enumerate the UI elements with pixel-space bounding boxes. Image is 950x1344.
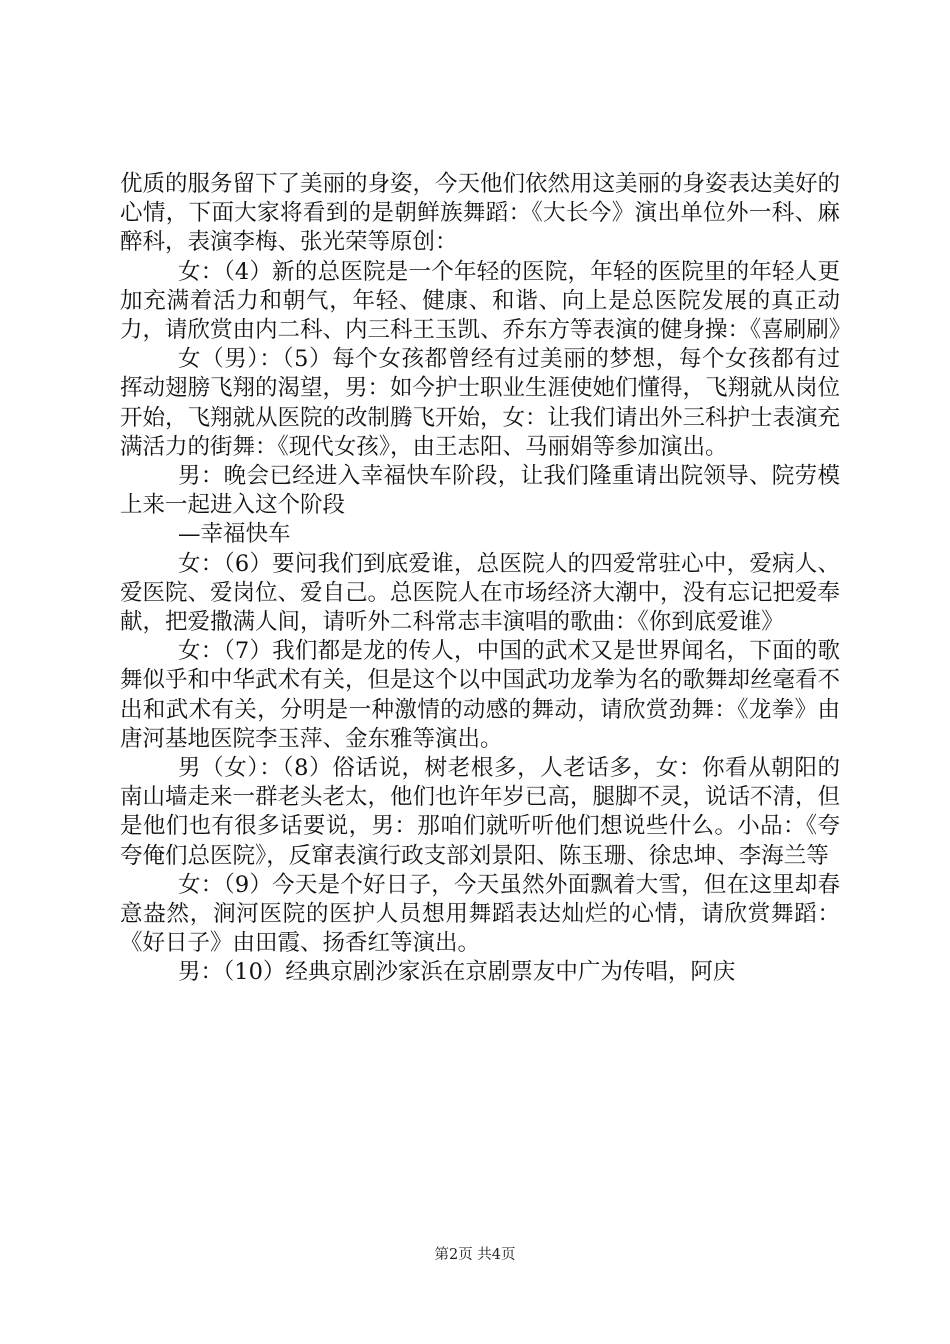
paragraph: 女（男）：（5）每个女孩都曾经有过美丽的梦想，每个女孩都有过挥动翅膀飞翔的渴望，男：如今护士职业生涯使她们懂得，飞翔就从岗位开始，飞翔就从医院的改制腾飞开始，女：让我们请出外三科护士表演充满活力的街舞：《现代女孩》，由王志阳、马丽娟等参加演出。 xyxy=(120,346,841,460)
paragraph: 男：晚会已经进入幸福快车阶段，让我们隆重请出院领导、院劳模上来一起进入这个阶段 xyxy=(120,463,840,519)
page-number-footer: 第2页 共4页 xyxy=(434,1247,516,1263)
paragraph: —幸福快车 xyxy=(178,521,291,548)
paragraph: 女：（7）我们都是龙的传人，中国的武术又是世界闻名，下面的歌舞似乎和中华武术有关，但是这个以中国武功龙拳为名的歌舞却丝毫看不出和武术有关，分明是一种激情的动感的舞动，请欣赏劲舞：《龙拳》由唐河基地医院李玉萍、金东雅等演出。 xyxy=(120,638,841,752)
document-body xyxy=(120,170,852,988)
paragraph: 优质的服务留下了美丽的身姿，今天他们依然用这美丽的身姿表达美好的心情，下面大家将看到的是朝鲜族舞蹈：《大长今》演出单位外一科、麻醉科，表演李梅、张光荣等原创： xyxy=(120,171,841,256)
paragraph: 男：（10）经典京剧沙家浜在京剧票友中广为传唱，阿庆 xyxy=(178,959,736,986)
paragraph: 女：（6）要问我们到底爱谁，总医院人的四爱常驻心中，爱病人、爱医院、爱岗位、爱自己。总医院人在市场经济大潮中，没有忘记把爱奉献，把爱撒满人间，请听外二科常志丰演唱的歌曲：《你到底爱谁》 xyxy=(120,550,841,636)
paragraph: 男（女）：（8）俗话说，树老根多，人老话多，女：你看从朝阳的南山墙走来一群老头老太，他们也许年岁已高，腿脚不灵，说话不清，但是他们也有很多话要说，男：那咱们就听听他们想说些什么。小品：《夸夸俺们总医院》，反窜表演行政支部刘景阳、陈玉珊、徐忠坤、李海兰等 xyxy=(120,755,841,869)
paragraph: 女：（4）新的总医院是一个年轻的医院，年轻的医院里的年轻人更加充满着活力和朝气，年轻、健康、和谐、向上是总医院发展的真正动力，请欣赏由内二科、内三科王玉凯、乔东方等表演的健身操：《喜刷刷》 xyxy=(120,258,852,344)
paragraph: 女：（9）今天是个好日子，今天虽然外面飘着大雪，但在这里却春意盎然，涧河医院的医护人员想用舞蹈表达灿烂的心情，请欣赏舞蹈：《好日子》由田霞、扬香红等演出。 xyxy=(120,871,840,957)
